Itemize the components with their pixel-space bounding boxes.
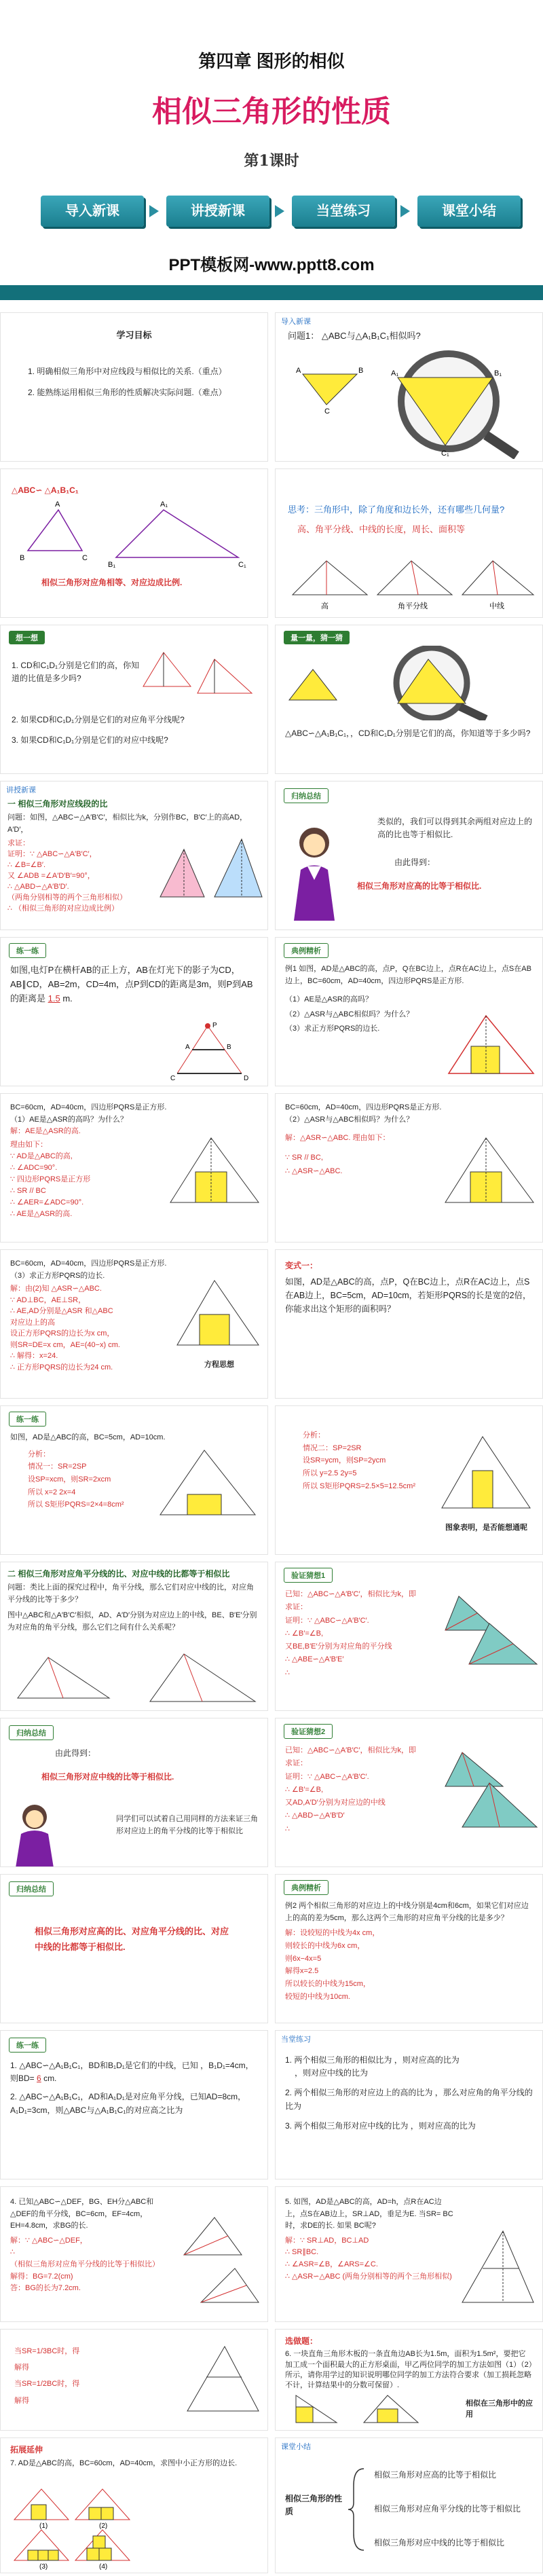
think-text: 思考：三角形中，除了角度和边长外，还有哪些几何量? xyxy=(288,504,505,515)
proof-block: 证明：∵ △ABC∽△A′B′C′， ∴ ∠B=∠B′. 又 ∠ADB =∠A′D′B′=90°， ∴ △ABD∽△A′B′D′. （两角分别相等的两个三角形相似） ∴ （相似三角形的对应边成比例） xyxy=(7,850,127,913)
variant-tag: 变式一： xyxy=(285,1261,318,1270)
review-triangles xyxy=(14,496,259,571)
verify2-tag: 验证猜想2 xyxy=(284,1724,333,1739)
nav-arrow-icon xyxy=(400,205,410,217)
lesson-period: 第1课时 xyxy=(244,152,299,170)
extension-text: 7. AD是△ABC的高，BC=60cm，AD=40cm，求图中小正方形的边长. xyxy=(10,2459,238,2468)
sol1-q: （1）AE是△ASR的高吗？为什么？ xyxy=(10,1115,128,1124)
ex5-text: 5. 如图，AD是△ABC的高，AD=h，点R在AC边上，点S在AB边上，SR⊥AD，垂足为E. 当SR= BC时，求DE的长. 如果 BC呢? xyxy=(285,2198,453,2230)
label-A: A xyxy=(296,367,301,375)
svg-text:B₁: B₁ xyxy=(108,561,116,569)
slide-solution1 xyxy=(0,1093,268,1243)
ex5-lines: 解：∵ SR⊥AD，BC⊥AD ∴ SR∥BC. ∴ ∠ASR=∠B，∠ARS=∠C. ∴ △ASR∽△ABC (两角分别相等的两个三角形相似) xyxy=(285,2236,452,2281)
case2-lines: 分析： 情况二：SP=2SR 设SR=ycm，则SP=2ycm 所以 y=2.5 2y=5 所以 S矩形PQRS=2.5×5=12.5cm² xyxy=(303,1431,415,1490)
verify1-diagram xyxy=(442,1589,540,1671)
example2-lines: 解：设较短的中线为4x cm， 则较长的中线为6x cm， 则6x−4x=5 解得x=2.5 所以较长的中线为15cm， 较短的中线为10cm. xyxy=(285,1929,380,2001)
think-tag: 想一想 xyxy=(9,631,45,644)
slide-optional xyxy=(275,2329,543,2431)
measure-text2: ，CD和C₁D₁分别是它们的高，你知道 xyxy=(350,729,485,738)
section-two: 二 相似三角形对应角平分线的比、对应中线的比都等于相似比 xyxy=(7,1569,230,1579)
summary-item-2: 相似三角形对应角平分线的比等于相似比 xyxy=(374,2504,521,2514)
slide-solution2 xyxy=(275,1093,543,1243)
slide-exercise4 xyxy=(0,2186,268,2322)
slide-lamp-exercise xyxy=(0,937,268,1086)
slide-rect-case1 xyxy=(0,1405,268,1555)
similar-header: △ABC∽ △A₁B₁C₁ xyxy=(12,485,79,495)
sol3-title: BC=60cm，AD=40cm，四边形PQRS是正方形. xyxy=(10,1259,167,1268)
slide-summary-median xyxy=(0,1718,268,1867)
measure-text1: △ABC∽△A₁B₁C₁， xyxy=(285,729,351,738)
practice-q2: 2. 两个相似三角形的对应边上的高的比为 ，那么对应角的角平分线的比为 xyxy=(285,2088,533,2111)
slide-section-two xyxy=(0,1562,268,1711)
goals-heading: 学习目标 xyxy=(116,330,152,340)
sol2-diagram xyxy=(442,1135,537,1209)
svg-text:(4): (4) xyxy=(99,2563,108,2571)
class-summary-tag: 课堂小结 xyxy=(281,2443,311,2451)
svg-text:C₁: C₁ xyxy=(238,561,246,569)
heights-triangles xyxy=(157,829,265,910)
example1-q2: （2）△ASR与△ABC相似吗？为什么？ xyxy=(285,1010,414,1018)
case1-diagram xyxy=(157,1447,259,1522)
site-watermark: PPT模板网-www.pptt8.com xyxy=(168,256,375,274)
summary-tag: 归纳总结 xyxy=(284,788,329,803)
example1-q3: （3）求正方形PQRS的边长. xyxy=(285,1025,380,1033)
summary2-lead: 由此得到： xyxy=(55,1748,96,1758)
summary-conclusion: 相似三角形对应高的比等于相似比. xyxy=(357,881,482,891)
measure-tag: 量一量，猜一猜 xyxy=(284,631,350,644)
verify1-tag: 验证猜想1 xyxy=(284,1568,333,1583)
chapter-heading: 第四章 图形的相似 xyxy=(198,51,345,71)
practice-section: 当堂练习 xyxy=(281,2036,311,2044)
sol3-lines: 解：由(2)知 △ASR∽△ABC. ∵ AD⊥BC，AE⊥SR， ∴ AE,AD分别是△ASR 和△ABC 对应边上的高 设正方形PQRS的边长为x cm， 则SR=DE=x cm，AE=(40−x) cm. ∴ 解得：x=24. ∴ 正方形PQRS的边长为24 cm. xyxy=(10,1285,120,1372)
section-tag: 导入新课 xyxy=(281,318,311,326)
slide-verify1 xyxy=(275,1562,543,1711)
magnifier-handle xyxy=(486,435,517,456)
optional-diagram xyxy=(289,2392,425,2429)
case1-lines: 分析： 情况一：SR=2SP 设SP=xcm，则SR=2xcm 所以 x=2 2x=4 所以 S矩形PQRS=2×4=8cm² xyxy=(28,1450,124,1509)
sol2-ans: 解：△ASR∽△ABC. 理由如下： xyxy=(285,1134,390,1143)
review-conclusion: 相似三角形对应角相等、对应边成比例. xyxy=(41,578,183,587)
question-text: 问题1： △ABC与△A₁B₁C₁相似吗? xyxy=(288,331,421,341)
summary2-conclusion: 相似三角形对应中线的比等于相似比. xyxy=(41,1772,174,1782)
verify1-lines: 已知：△ABC∽△A′B′C′，相似比为k，即 求证： 证明：∵ △ABC∽△A′B′C′. ∴ ∠B′=∠B, 又BE,B′E′分别为对应角的平分线 ∴ △ABE∽△A′B′E′ ∴ xyxy=(285,1590,417,1677)
svg-text:A₁: A₁ xyxy=(160,500,168,509)
slide-summary-heights xyxy=(275,781,543,930)
summary-item-1: 相似三角形对应高的比等于相似比 xyxy=(374,2470,497,2480)
square-in-triangle xyxy=(445,1012,537,1080)
case2-diagram xyxy=(438,1433,533,1515)
slide-similar-review xyxy=(0,468,268,618)
label-height: 高 xyxy=(321,602,329,610)
svg-text:D: D xyxy=(244,1075,249,1082)
extension-tag: 拓展延伸 xyxy=(10,2445,43,2454)
goal-2: 2. 能熟练运用相似三角形的性质解决实际问题.（难点） xyxy=(28,388,227,398)
slide-exercise5-cont xyxy=(0,2329,268,2431)
teacher-avatar xyxy=(7,1800,62,1867)
summary-root: 相似三角形的性质 xyxy=(285,2494,343,2517)
svg-text:A: A xyxy=(185,1044,190,1051)
slide-goals xyxy=(0,312,268,462)
variant-text: 如图，AD是△ABC的高，点P，Q在BC边上，点R在AC边上，点S在AB边上，BC=5cm，AD=10cm，若矩形PQRS的长是宽的2倍，你能求出这个矩形的面积吗？ xyxy=(285,1277,531,1314)
ex1-q2: 2. △ABC∽△A₁B₁C₁，AD和A₁D₁是对应角平分线，已知AD=8cm，A₁D₁=3cm，则△ABC与△A₁B₁C₁的对应高之比为 xyxy=(10,2092,246,2115)
summary-sub: 由此得到： xyxy=(394,858,436,867)
slide-variant1 xyxy=(275,1249,543,1399)
nav-practice-button[interactable]: 当堂练习 xyxy=(292,196,395,227)
ex5-diagram xyxy=(459,2228,537,2309)
svg-text:B: B xyxy=(227,1044,231,1051)
sol1-ans: 解：AE是△ASR的高. xyxy=(10,1127,81,1136)
verify2-diagram xyxy=(442,1746,540,1834)
sol2-lines: ∵ SR // BC, ∴ △ASR∽△ABC. xyxy=(285,1153,343,1175)
divider-band xyxy=(0,285,543,300)
rect-text: 如图，AD是△ABC的高，BC=5cm，AD=10cm. xyxy=(10,1433,166,1441)
teach-tag: 讲授新课 xyxy=(6,786,36,794)
practice-tag: 练一练 xyxy=(9,1412,46,1427)
summary-brace xyxy=(347,2465,367,2554)
slide-class-summary xyxy=(275,2437,543,2573)
method-note: 方程思想 xyxy=(204,1361,234,1369)
ex4-text: 4. 已知△ABC∽△DEF，BG、EH分△ABC和△DEF的角平分线，BC=6cm，EF=4cm，EH=4.8cm，求BG的长. xyxy=(10,2198,154,2230)
slide-think-more xyxy=(0,625,268,774)
section-two-text: 问题：类比上面的探究过程中，角平分线，那么它们对应中线的比，对应角平分线的比等于多少？ xyxy=(7,1583,254,1604)
summary2-tag: 归纳总结 xyxy=(9,1725,54,1740)
summary-lead: 类似的，我们可以得到其余两组对应边上的高的比也等于相似比. xyxy=(377,817,533,840)
measure-diagram xyxy=(282,646,533,720)
example1-text: 例1 如图，AD是△ABC的高，点P，Q在BC边上，点R在AC边上，点S在AB边上，BC=60cm，AD=40cm，四边形PQRS是正方形. xyxy=(285,965,531,985)
magnifier-diagram xyxy=(289,347,533,459)
slide-example1 xyxy=(275,937,543,1086)
summary-item-3: 相似三角形对应中线的比等于相似比 xyxy=(374,2538,505,2547)
label-B: B xyxy=(358,367,364,375)
label-B1: B₁ xyxy=(494,369,502,378)
svg-text:(3): (3) xyxy=(39,2563,48,2571)
ex4-lines: 解：∵ △ABC∽△DEF， ∴ （相似三角形对应角平分线的比等于相似比） 解得：BG=7.2(cm) 答：BG的长为7.2cm. xyxy=(10,2236,160,2293)
example2-tag: 典例精析 xyxy=(284,1880,329,1895)
sol3-diagram xyxy=(174,1277,262,1352)
cd-triangles xyxy=(136,639,259,707)
q3: 3. 如果CD和C₁D₁分别是它们的对应中线呢? xyxy=(12,735,168,745)
teacher-avatar xyxy=(284,819,345,927)
slide-exercise5 xyxy=(275,2186,543,2322)
section-two-text2: 图中△ABC和△A′B′C′相似，AD、A′D′分别为对应边上的中线，BE、B′E′分别为对应角的角平分线，那么它们之间有什么关系呢？ xyxy=(7,1611,257,1632)
nav-summary-button[interactable]: 课堂小结 xyxy=(417,196,521,227)
optional-tag: 选做题： xyxy=(285,2336,318,2346)
example1-q1: （1）AE是△ASR的高吗？ xyxy=(285,995,373,1004)
svg-text:A: A xyxy=(55,500,60,509)
slide-rect-case2 xyxy=(275,1405,543,1555)
svg-text:C: C xyxy=(82,554,88,562)
ex4-diagram xyxy=(181,2214,262,2309)
nav-teach-button[interactable]: 讲授新课 xyxy=(166,196,269,227)
slide-solution3 xyxy=(0,1249,268,1399)
label-C1: C₁ xyxy=(441,449,449,458)
slide-think xyxy=(275,468,543,618)
svg-text:P: P xyxy=(212,1022,217,1029)
label-bisector: 角平分线 xyxy=(398,602,428,610)
svg-text:B: B xyxy=(20,554,25,562)
q1: 1. CD和C₁D₁分别是它们的高，你知道的比值是多少吗? xyxy=(12,661,140,684)
practice-q1c: ，则对应中线的比为 xyxy=(295,2068,369,2078)
nav-arrow-icon xyxy=(275,205,284,217)
slide-question1 xyxy=(275,312,543,462)
svg-text:(1): (1) xyxy=(39,2522,48,2530)
lamp-diagram xyxy=(157,1019,259,1084)
summary3-tag: 归纳总结 xyxy=(9,1881,54,1896)
ex1-answer: 6 xyxy=(37,2074,41,2084)
sol1-title: BC=60cm，AD=40cm，四边形PQRS是正方形. xyxy=(10,1103,167,1111)
summary3-conclusion: 相似三角形对应高的比、对应角平分线的比、对应中线的比都等于相似比. xyxy=(35,1926,229,1953)
goal-1: 1. 明确相似三角形中对应线段与相似比的关系.（重点） xyxy=(28,367,227,376)
ex1-q1: 1. △ABC∽△A₁B₁C₁，BD和B₁D₁是它们的中线，已知 ，B₁D₁=4cm，则BD= 6 cm. xyxy=(10,2061,254,2084)
think-items: 高、角平分线、中线的长度，周长、面积等 xyxy=(297,523,466,534)
lamp-text: 如图,电灯P在横杆AB的正上方，AB在灯光下的影子为CD，AB∥CD，AB=2m，CD=4m，点P到CD的距离是3m，则P到AB的距离是 1.5 m. xyxy=(10,965,253,1004)
lesson-title: 相似三角形的性质 xyxy=(152,95,391,128)
sol3-q: （3）求正方形PQRS的边长. xyxy=(10,1271,105,1280)
svg-text:(2): (2) xyxy=(99,2522,108,2530)
example-tag: 典例精析 xyxy=(284,943,329,958)
practice-tag: 练一练 xyxy=(9,943,46,958)
slide-teach-heights xyxy=(0,781,268,930)
section-one: 一 相似三角形对应线段的比 xyxy=(7,799,108,809)
case2-note: 图象表明，是否能想通呢 xyxy=(445,1524,527,1532)
three-triangles xyxy=(286,554,537,615)
nav-intro-button[interactable]: 导入新课 xyxy=(41,196,144,227)
ex5b-diagram xyxy=(184,2343,262,2418)
optional-text: 6. 一块直角三角形木板的一条直角边AB长为1.5m，面积为1.5m²，要把它加工成一个面积最大的正方形桌面，甲乙两位同学的加工方法如图（1）（2）所示，请你用学过的知识说明哪位同学的加工方法符合要求（加工损耗忽略不计，计算结果中的分数可保留）. xyxy=(285,2350,533,2390)
practice2-tag: 练一练 xyxy=(9,2038,46,2053)
nav-arrow-icon xyxy=(149,205,159,217)
median-triangles xyxy=(14,1651,259,1705)
lamp-answer: 1.5 xyxy=(48,993,60,1004)
practice-q1: 1. 两个相似三角形的相似比为 ，则对应高的比为 xyxy=(285,2055,460,2065)
small-triangle xyxy=(303,374,357,405)
q2: 2. 如果CD和C₁D₁分别是它们的对应角平分线呢? xyxy=(12,715,185,724)
optional-note: 相似在三角形中的应用 xyxy=(466,2399,533,2418)
slide-extension xyxy=(0,2437,268,2573)
problem-text: 问题：如图，△ABC∽△A′B′C′，相似比为k，分别作BC，B′C′上的高AD，A′D′， xyxy=(7,813,248,834)
measure-text3: 等于多少吗? xyxy=(485,729,531,738)
sol1-lines: 理由如下： ∵ AD是△ABC的高, ∴ ∠ADC=90°. ∵ 四边形PQRS是正方形 ∴ SR // BC ∴ ∠AER=∠ADC=90°. ∴ AE是△ASR的高. xyxy=(10,1140,91,1219)
slide-summary-all xyxy=(0,1874,268,2023)
practice-q3: 3. 两个相似三角形对应中线的比为 ，则对应高的比为 xyxy=(285,2120,476,2131)
prove-label: 求证： xyxy=(7,839,30,848)
slide-practice xyxy=(275,2030,543,2179)
slide-measure xyxy=(275,625,543,774)
sol2-title: BC=60cm，AD=40cm，四边形PQRS是正方形. xyxy=(285,1103,442,1111)
sol2-q: （2）△ASR与△ABC相似吗？为什么？ xyxy=(285,1115,414,1124)
label-C: C xyxy=(324,407,330,416)
ex5b-lines: 当SR=1/3BC时，得 解得 当SR=1/2BC时，得 解得 xyxy=(14,2347,80,2405)
sol1-diagram xyxy=(167,1135,262,1209)
extension-diagram xyxy=(11,2486,262,2571)
example2-text: 例2 两个相似三角形的对应边上的中线分别是4cm和6cm，如果它们对应边上的高的差为5cm，那么这两个三角形的对应角平分线的比是多少？ xyxy=(285,1902,529,1922)
slide-example2 xyxy=(275,1874,543,2023)
slide-exercise-medians xyxy=(0,2030,268,2179)
verify2-lines: 已知：△ABC∽△A′B′C′，相似比为k，即 求证： 证明：∵ △ABC∽△A′B′C′. ∴ ∠B′=∠B, 又AD,A′D′分别为对应边的中线 ∴ △ABD∽△A′B′D′ ∴ xyxy=(285,1746,417,1833)
label-median: 中线 xyxy=(489,602,504,610)
summary2-extra: 同学们可以试着自己用同样的方法来证三角形对应边上的角平分线的比等于相似比 xyxy=(116,1815,258,1835)
svg-text:C: C xyxy=(170,1075,176,1082)
slide-verify2 xyxy=(275,1718,543,1867)
label-A1: A₁ xyxy=(391,369,399,378)
